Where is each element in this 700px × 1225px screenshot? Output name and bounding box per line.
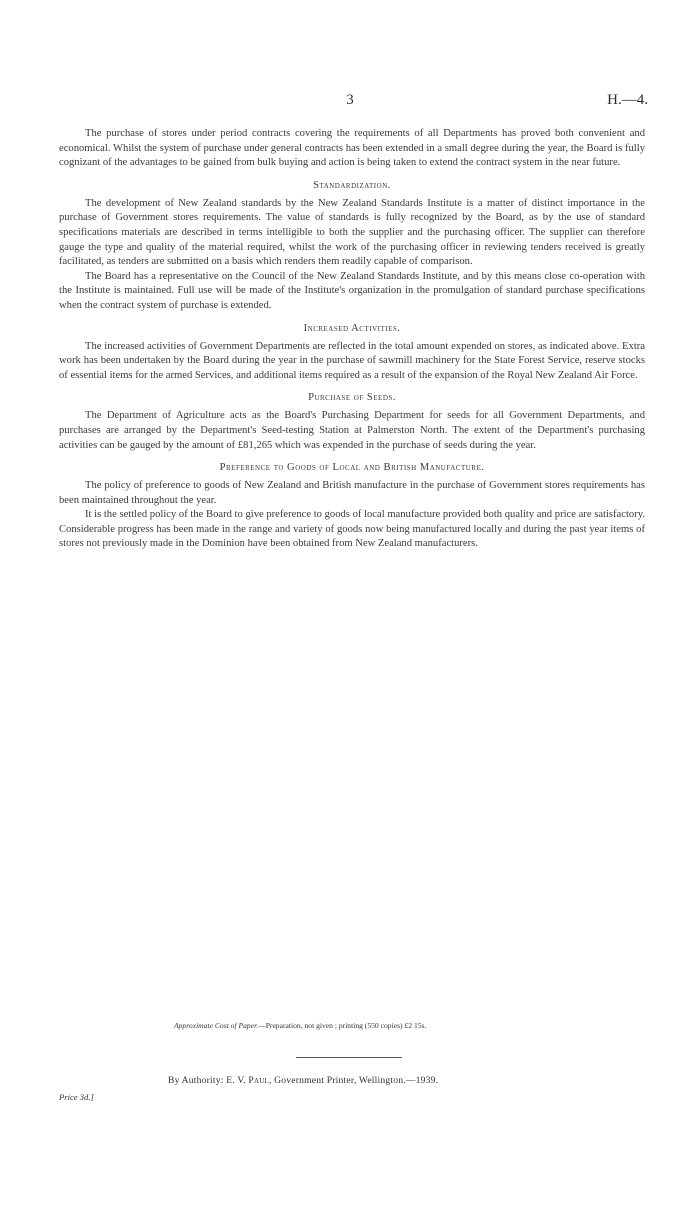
cost-text: —Preparation, not given ; printing (550 copies) £2 15s. <box>258 1021 427 1030</box>
paragraph: The Board has a representative on the Council of the New Zealand Standards Institute, and by this means close co-operation with the Institute is maintained. Full use will be made of the Institute's organization in the promulgation of standard purchase specifications when the contract system of purchase is extended. <box>59 270 645 311</box>
intro-paragraph: The purchase of stores under period contracts covering the requirements of all Departments has proved both convenient and economical. Whilst the system of purchase under general contracts has been extended in a small degree during the year, the Board is fully cognizant of the advantages to be gained from bulk buying and action is being taken to extend the contract system in the near future. <box>59 128 645 169</box>
page-number: 3 <box>346 92 354 108</box>
heading-preference: Preference to Goods of Local and British Manufacture. <box>219 462 485 474</box>
footer-divider <box>296 1057 402 1058</box>
paragraph: The policy of preference to goods of New Zealand and British manufacture in the purchase of Government stores requirements has been maintained throughout the year. <box>59 480 645 506</box>
paragraph: It is the settled policy of the Board to give preference to goods of local manufacture provided both quality and price are satisfactory. Considerable progress has been made in the range and variety of goods now being manufactured locally and during the past year items of stores not previously made in the Dominion have been obtained from New Zealand manufacturers. <box>59 509 645 550</box>
authority-prefix: By Authority: E. V. <box>168 1075 249 1086</box>
heading-standardization: Standardization. <box>313 179 391 191</box>
cost-of-paper-note <box>174 1021 426 1030</box>
authority-suffix: , Government Printer, Wellington.—1939. <box>268 1075 439 1086</box>
heading-purchase-of-seeds: Purchase of Seeds. <box>308 392 396 404</box>
document-reference: H.—4. <box>607 92 648 108</box>
document-body <box>59 127 645 552</box>
printer-authority <box>168 1075 438 1086</box>
paragraph: The increased activities of Government Departments are reflected in the total amount expended on stores, as indicated above. Extra work has been undertaken by the Board during the year in the purchase of sawmill machinery for the State Forest Service, reserve stocks of essential items for the armed Services, and additional items required as a result of the expansion of the Royal New Zealand Air Force. <box>59 340 645 381</box>
price: Price 3d.] <box>59 1092 94 1102</box>
cost-label: Approximate Cost of Paper. <box>174 1021 259 1030</box>
paragraph: The Department of Agriculture acts as the Board's Purchasing Department for seeds for all Government Departments, and purchases are arranged by the Department's Seed-testing Station at Palmerston North. The extent of the Department's purchasing activities can be gauged by the amount of £81,265 which was expended in the purchase of seeds during the year. <box>59 410 645 451</box>
paragraph: The development of New Zealand standards by the New Zealand Standards Institute is a matter of distinct importance in the purchase of Government stores requirements. The value of standards is fully recognized by the Board, as by the use of standard specifications materials are described in terms intelligible to both the supplier and the purchasing officer. The supplier can therefore gauge the type and quality of the material required, whilst the work of the purchasing officer in reviewing tenders received is greatly facilitated, as tenders are submitted on a basis which renders them readily capable of comparison. <box>59 197 645 268</box>
heading-increased-activities: Increased Activities. <box>303 322 401 334</box>
printer-name: Paul <box>248 1075 269 1086</box>
